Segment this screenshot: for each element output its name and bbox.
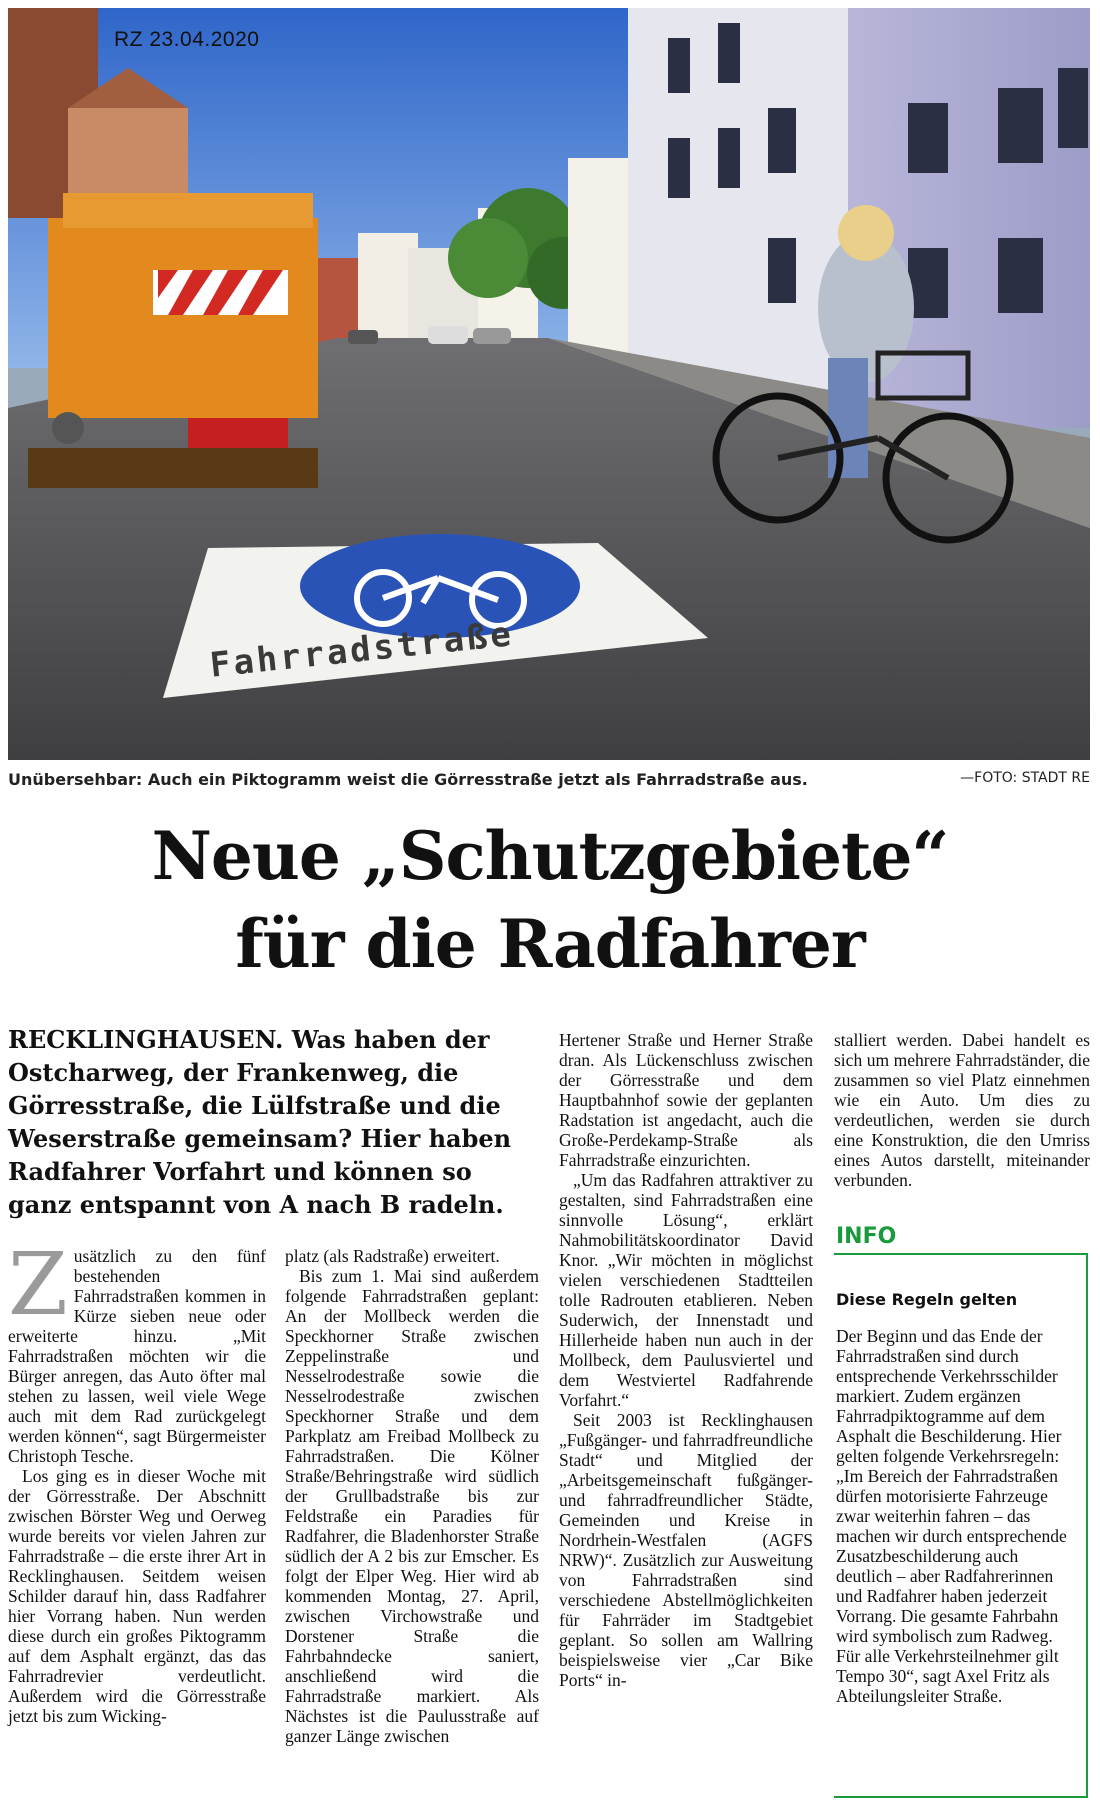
- paragraph: „Um das Radfahren attraktiver zu gestalten, sind Fahrradstraßen eine sinnvolle Lösung“, erklärt Nahmobilitätskoordinator David Knor. „Wir möchten in möglichst vielen verschiedenen Stadtteilen tolle Radrouten etablieren. Neben Suderwich, der Innenstadt und Hillerheide haben nun auch in der Mollbeck, dem Paulusviertel und dem Westviertel Radfahrende Vorfahrt.“: [559, 1170, 813, 1410]
- body-column-3: [559, 1030, 813, 1690]
- caption-text: Unübersehbar: Auch ein Piktogramm weist die Görresstraße jetzt als Fahrradstraße aus.: [8, 770, 808, 789]
- paragraph: [8, 1235, 266, 1466]
- paragraph: Seit 2003 ist Recklinghausen „Fußgänger- und fahrradfreundliche Stadt“ und Mitglied der „Arbeitsgemeinschaft fußgänger- und fahrradfreundlicher Städte, Gemeinden und Kreise in Nordrhein-Westfalen (AGFS NRW)“. Zusätzlich zur Ausweitung von Fahrradstraßen sind verschiedene Abstellmöglichkeiten für Fahrräder im Stadtgebiet geplant. So sollen am Wallring beispielsweise vier „Car Bike Ports“ in-: [559, 1410, 813, 1690]
- paragraph: Hertener Straße und Herner Straße dran. Als Lückenschluss zwischen der Görresstraße und dem Hauptbahnhof sowie der geplanten Radstation ist angedacht, auch die Große-Perdekamp-Straße als Fahrradstraße einzurichten.: [559, 1030, 813, 1170]
- body-column-2: [285, 1246, 539, 1746]
- drop-cap: Z: [8, 1235, 68, 1335]
- paragraph: Bis zum 1. Mai sind außerdem folgende Fahrradstraßen geplant: An der Mollbeck werden die Speckhorner Straße zwischen Zeppelinstraße und Nesselrodestraße sowie die Nesselrodestraße zwischen Speckhorner Straße und dem Parkplatz am Freibad Mollbeck zu Fahrradstraßen. Die Kölner Straße/Behringstraße wird südlich der Grullbadstraße bis zur Feldstraße ein Paradies für Radfahrer, die Bladenhorster Straße südlich der A 2 bis zur Emscher. Es folgt der Elper Weg. Hier wird ab kommenden Montag, 27. April, zwischen Virchowstraße und Dorstener Straße die Fahrbahndecke saniert, anschließend wird die Fahrradstraße markiert. Als Nächstes ist die Paulusstraße auf ganzer Länge zwischen: [285, 1266, 539, 1746]
- info-box-text: Der Beginn und das Ende der Fahrradstraßen sind durch entsprechende Verkehrsschilder markiert. Zudem ergänzen Fahrradpiktogramme auf dem Asphalt die Beschilderung. Hier gelten folgende Verkehrsregeln: „Im Bereich der Fahrradstraßen dürfen motorisierte Fahrzeuge zwar weiterhin fahren – das machen wir durch entsprechende Zusatzbeschilderung auch deutlich – aber Radfahrerinnen und Radfahrer haben jederzeit Vorrang. Die gesamte Fahrbahn wird symbolisch zum Radweg. Für alle Verkehrsteilnehmer gilt Tempo 30“, sagt Axel Fritz als Abteilungsleiter Straße.: [836, 1326, 1067, 1706]
- paragraph: Los ging es in dieser Woche mit der Görresstraße. Der Abschnitt zwischen Börster Weg und Oerweg wurde bereits vor vielen Jahren zur Fahrradstraße – die erste ihrer Art in Recklinghausen. Seitdem weisen Schilder darauf hin, dass Radfahrer hier Vorrang haben. Nun werden diese durch ein großes Piktogramm auf dem Asphalt ergänzt, das das Fahrradrevier verdeutlicht. Außerdem wird die Görresstraße jetzt bis zum Wicking-: [8, 1466, 266, 1726]
- lead-paragraph: RECKLINGHAUSEN. Was haben der Ostcharweg, der Frankenweg, die Görresstraße, die Lülfstraße und die Weserstraße gemeinsam? Hier haben Radfahrer Vorfahrt und können so ganz entspannt von A nach B radeln.: [8, 1025, 512, 1219]
- photo-caption: [8, 770, 1090, 794]
- photo-credit: —FOTO: STADT RE: [960, 770, 1090, 786]
- paragraph-text: usätzlich zu den fünf bestehenden Fahrradstraßen kommen in Kürze sieben neue oder erweiterte hinzu. „Mit Fahrradstraßen möchten wir die Bürger anregen, das Auto öfter mal stehen zu lassen, weil viele Wege auch mit dem Rad zurückgelegt werden können“, sagt Bürgermeister Christoph Tesche.: [8, 1246, 266, 1466]
- body-column-4: [834, 1030, 1090, 1190]
- paragraph: platz (als Radstraße) erweitert.: [285, 1246, 500, 1266]
- street-photo-illustration: [8, 8, 1090, 760]
- headline: [0, 812, 1100, 988]
- info-box-title: INFO: [836, 1224, 897, 1249]
- date-stamp: RZ 23.04.2020: [114, 28, 260, 51]
- article-photo: [8, 8, 1090, 760]
- info-box-subtitle: Diese Regeln gelten: [836, 1290, 1018, 1309]
- paragraph: stalliert werden. Dabei handelt es sich um mehrere Fahrradständer, die zusammen so viel Platz einnehmen wie ein Auto. Um dies zu verdeutlichen, werden sie durch eine Konstruktion, die den Umriss eines Autos darstellt, miteinander verbunden.: [834, 1030, 1090, 1190]
- sign-text: Fahrradstraße: [208, 614, 516, 686]
- headline-line-1: Neue „Schutzgebiete“: [151, 817, 949, 895]
- body-column-1: [8, 1235, 266, 1726]
- headline-line-2: für die Radfahrer: [235, 905, 865, 983]
